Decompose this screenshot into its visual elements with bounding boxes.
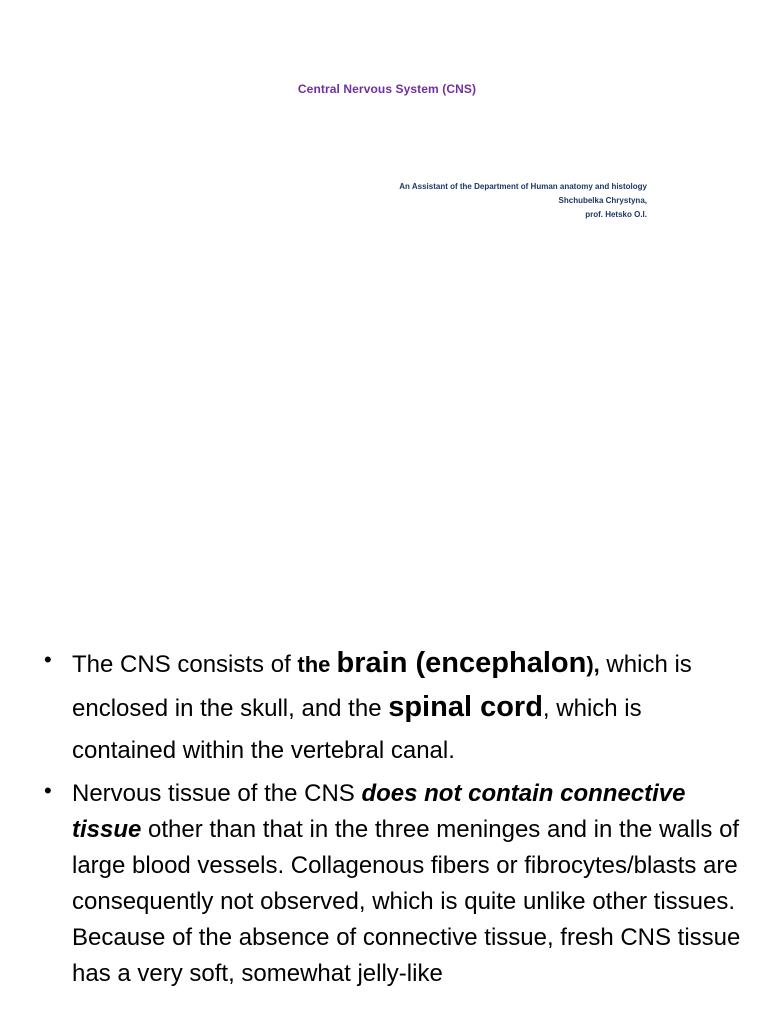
bullet1-brain-term: brain (encephalon — [336, 647, 587, 679]
bullet1-spinal-cord-term: spinal cord — [388, 691, 543, 723]
author-block — [399, 180, 647, 222]
bullet1-text-3: , which is contained within the vertebral canal. — [72, 695, 642, 764]
slide-title: Central Nervous System (CNS) — [297, 82, 477, 96]
bullet-marker: • — [44, 778, 52, 803]
bullet2-emphasis: does not contain connective tissue — [72, 780, 686, 843]
bullet-item-cns-parts — [0, 642, 768, 772]
bullet1-text-paren: ), — [586, 652, 600, 677]
author-line-department: An Assistant of the Department of Human anatomy and histology — [399, 182, 647, 191]
bullet2-text-2: other than that in the three meninges and in the walls of large blood vessels. Collagenous fibers or fibrocytes/blasts are consequently not observed, which is quite unlike other tissues. Because of the absence of connective tissue, fresh CNS tissue has a very soft, somewhat jelly-like — [72, 816, 741, 987]
bullet1-text-the: the — [297, 652, 337, 677]
bullet-list — [0, 642, 768, 992]
bullet-marker: • — [44, 647, 52, 672]
author-line-professor: prof. Hetsko O.I. — [585, 210, 647, 219]
bullet-item-connective-tissue — [0, 776, 768, 992]
bullet2-text-1: Nervous tissue of the CNS — [72, 780, 362, 807]
bullet1-text-2: which is enclosed in the skull, and the — [72, 651, 692, 722]
author-line-assistant: Shchubelka Chrystyna, — [558, 196, 647, 205]
bullet1-text-1: The CNS consists of — [72, 651, 298, 678]
